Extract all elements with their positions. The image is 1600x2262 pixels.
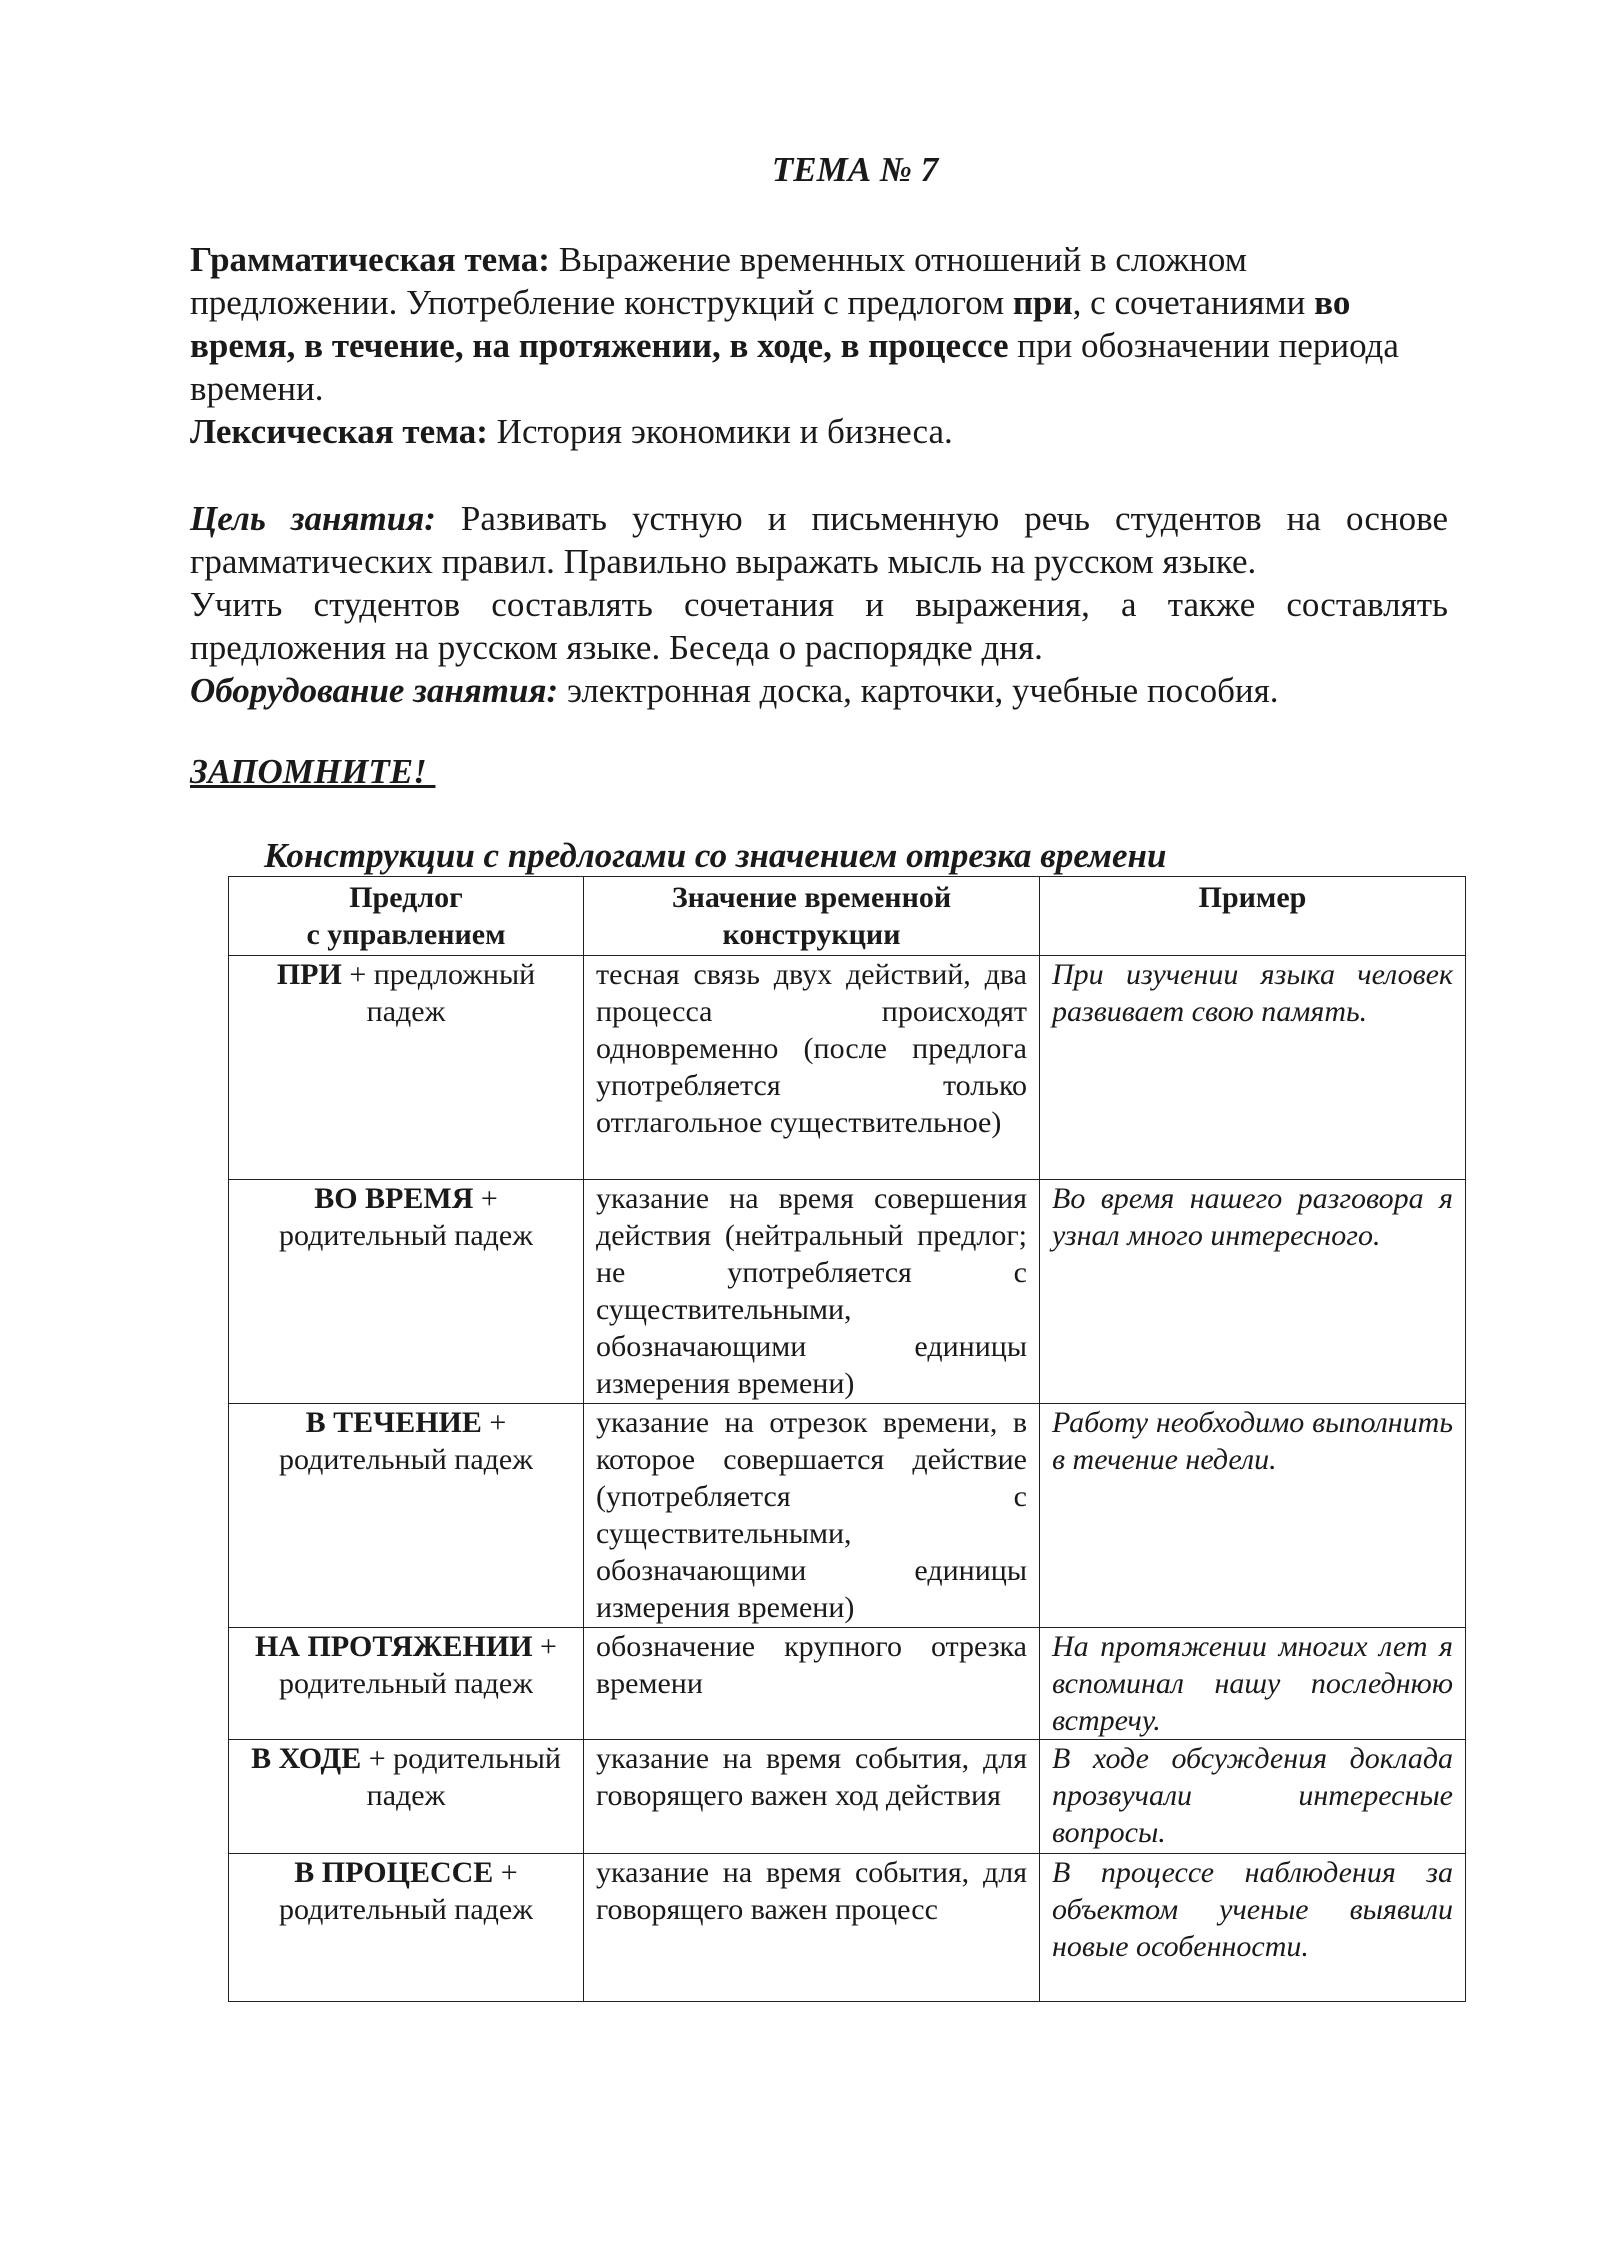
header-preposition-line2: с управлением <box>306 918 506 951</box>
header-meaning-line1: Значение временной <box>671 881 952 914</box>
meaning-cell: обозначение крупного отрезка времени <box>584 1628 1040 1740</box>
preposition-name: В ТЕЧЕНИЕ <box>305 1406 482 1439</box>
table-row <box>229 1740 1466 1854</box>
preposition-name: НА ПРОТЯЖЕНИИ <box>255 1630 533 1663</box>
grammar-topic-text-2: , с сочетаниями <box>1072 283 1315 322</box>
header-preposition <box>229 877 584 956</box>
meaning-cell: тесная связь двух действий, два процесса происходят одновременно (после предлога употребляется только отглагольное существительное) <box>584 956 1040 1180</box>
table-row <box>229 1180 1466 1404</box>
lesson-equipment-text: электронная доска, карточки, учебные пособия. <box>558 671 1279 710</box>
header-preposition-line1: Предлог <box>349 881 463 914</box>
page-title: ТЕМА № 7 <box>771 150 939 189</box>
header-meaning-line2: конструкции <box>722 918 901 951</box>
preposition-cell <box>229 1854 584 2002</box>
preposition-cell <box>229 1180 584 1404</box>
table-caption: Конструкции с предлогами со значением отрезка времени <box>264 836 1167 875</box>
grammar-topic-label: Грамматическая тема: <box>190 240 550 279</box>
table-header-row <box>229 877 1466 956</box>
lesson-goal-label: Цель занятия: <box>190 499 436 538</box>
example-cell: В ходе обсуждения доклада прозвучали интересные вопросы. <box>1040 1740 1466 1854</box>
grammar-topic-bold-1: при <box>1012 283 1073 322</box>
preposition-cell <box>229 1740 584 1854</box>
example-cell: На протяжении многих лет я вспоминал нашу последнюю встречу. <box>1040 1628 1466 1740</box>
remember-heading: ЗАПОМНИТЕ! <box>190 752 436 791</box>
preposition-case: + родительный падеж <box>279 1630 557 1700</box>
preposition-name: ПРИ <box>276 958 342 991</box>
table-row <box>229 956 1466 1180</box>
example-cell: При изучении языка человек развивает свою память. <box>1040 956 1466 1180</box>
table-row <box>229 1628 1466 1740</box>
lesson-equipment-label: Оборудование занятия: <box>190 671 559 710</box>
lesson-goal-continued: Учить студентов составлять сочетания и выражения, а также составлять предложения на русском языке. Беседа о распорядке дня. <box>190 585 1448 667</box>
lesson-equipment <box>190 669 1448 712</box>
preposition-name: В ХОДЕ <box>251 1742 362 1775</box>
preposition-case: + предложный падеж <box>341 958 536 1028</box>
lesson-goal <box>190 497 1448 583</box>
preposition-case: + родительный падеж <box>361 1742 561 1812</box>
lesson-goal-text-1: Развивать устную и письменную речь студентов на основе грамматических правил. Правильно выражать мысль на русском языке. <box>190 499 1448 581</box>
header-example: Пример <box>1040 877 1466 956</box>
header-meaning <box>584 877 1040 956</box>
constructions-table <box>228 876 1466 2002</box>
preposition-case: + родительный падеж <box>279 1182 533 1252</box>
preposition-cell <box>229 956 584 1180</box>
lexical-topic-text: История экономики и бизнеса. <box>487 412 953 451</box>
preposition-case: + родительный падеж <box>279 1856 533 1926</box>
preposition-cell <box>229 1628 584 1740</box>
example-cell: В процессе наблюдения за объектом ученые выявили новые особенности. <box>1040 1854 1466 2002</box>
lexical-topic <box>190 410 1448 453</box>
meaning-cell: указание на отрезок времени, в которое совершается действие (употребляется с существительными, обозначающими единицы измерения времени) <box>584 1404 1040 1628</box>
example-cell: Во время нашего разговора я узнал много интересного. <box>1040 1180 1466 1404</box>
preposition-cell <box>229 1404 584 1628</box>
grammar-topic-text-1: Выражение временных отношений в сложном предложении. Употребление конструкций с предлогом <box>190 240 1247 322</box>
grammar-topic <box>190 238 1448 410</box>
meaning-cell: указание на время совершения действия (нейтральный предлог; не употребляется с существительными, обозначающими единицы измерения времени) <box>584 1180 1040 1404</box>
lexical-topic-label: Лексическая тема: <box>190 412 488 451</box>
grammar-topic-bold-2: во время, в течение, на протяжении, в ходе, в процессе <box>190 283 1351 365</box>
meaning-cell: указание на время события, для говорящего важен ход действия <box>584 1740 1040 1854</box>
preposition-name: ВО ВРЕМЯ <box>314 1182 474 1215</box>
preposition-name: В ПРОЦЕССЕ <box>294 1856 494 1889</box>
grammar-topic-text-3: при обозначении периода времени. <box>190 326 1399 408</box>
table-row <box>229 1854 1466 2002</box>
table-row <box>229 1404 1466 1628</box>
example-cell: Работу необходимо выполнить в течение недели. <box>1040 1404 1466 1628</box>
preposition-case: + родительный падеж <box>279 1406 533 1476</box>
meaning-cell: указание на время события, для говорящего важен процесс <box>584 1854 1040 2002</box>
